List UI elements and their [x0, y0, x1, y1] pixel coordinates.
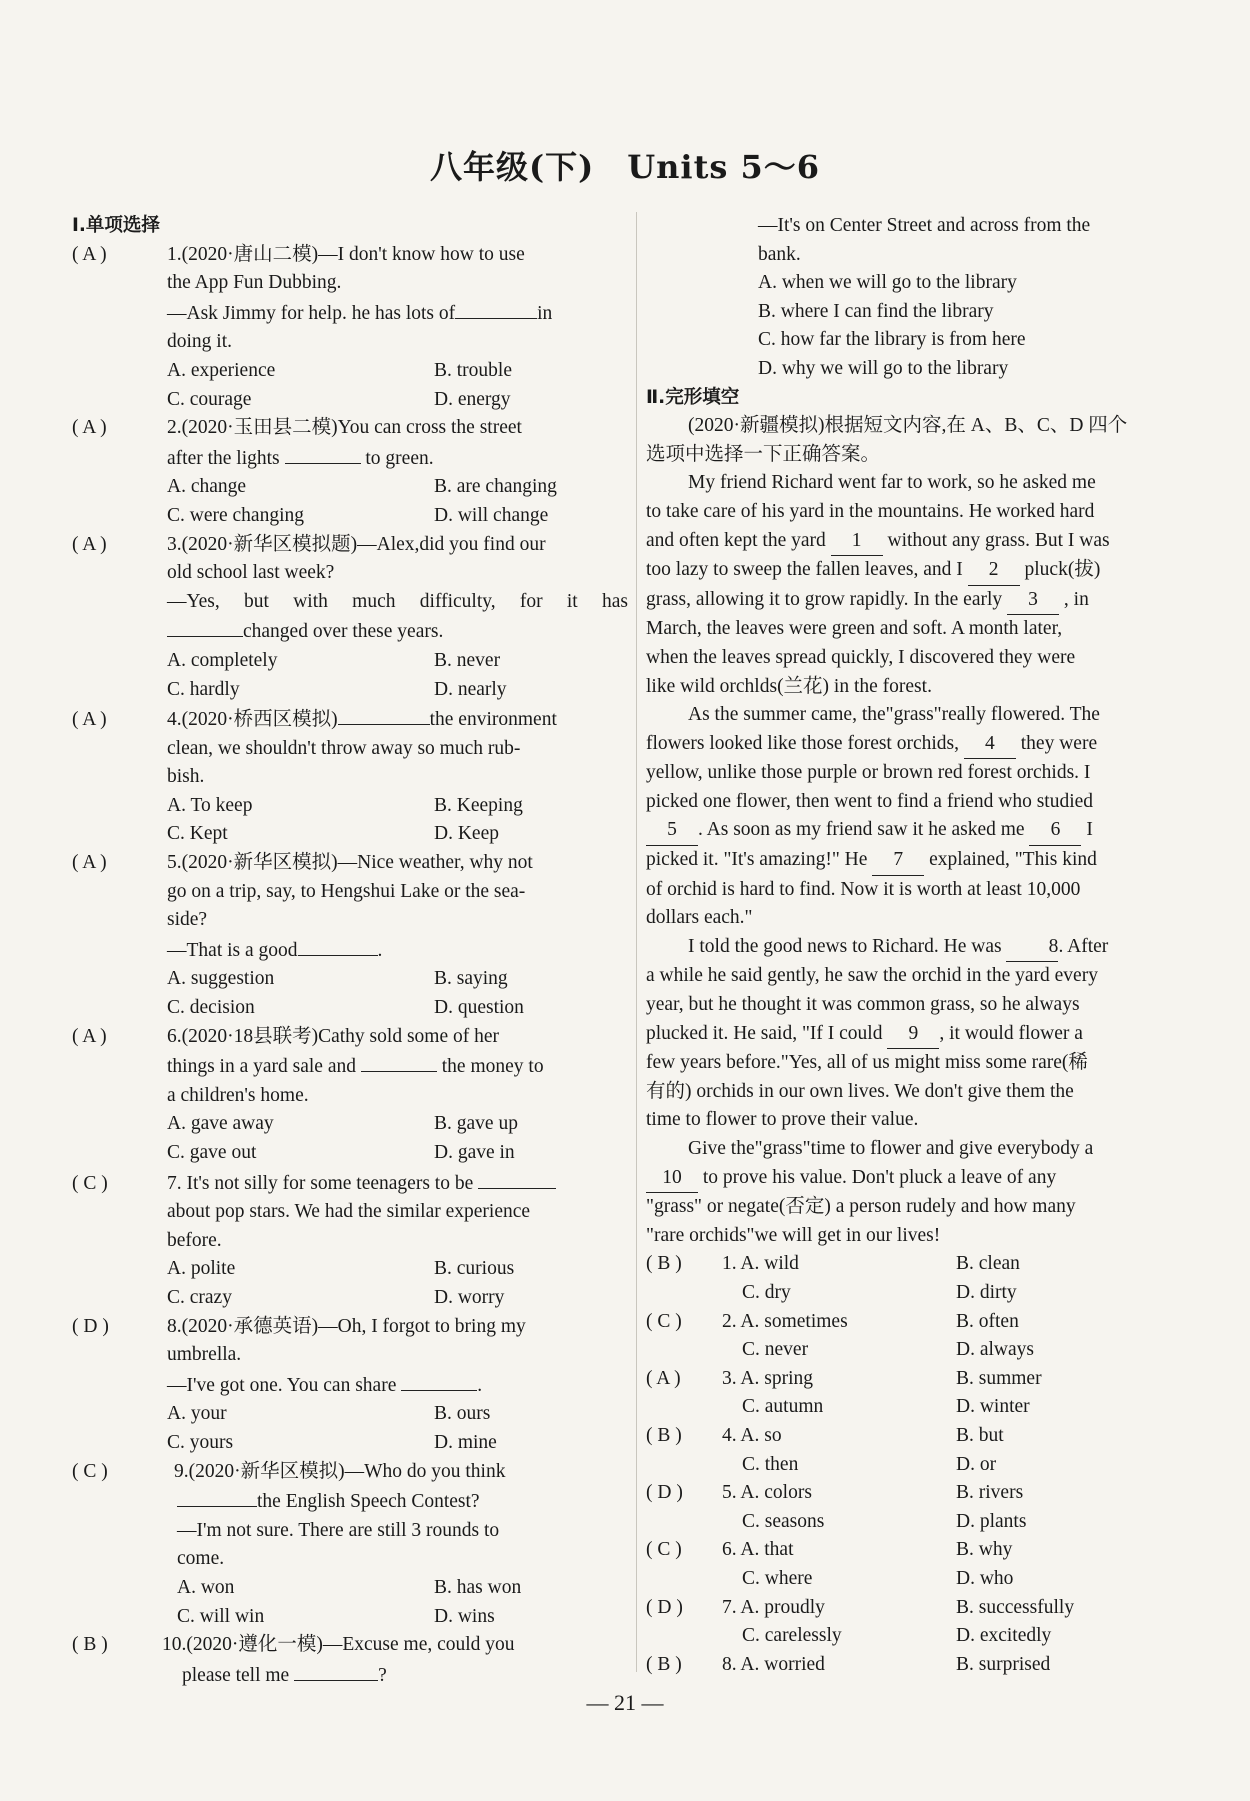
option-b: B. ours [434, 1403, 491, 1425]
question-7 [72, 1168, 628, 1313]
option-d: D. nearly [434, 678, 507, 700]
question-text: 10.(2020·遵化一模)—Excuse me, could you [162, 1634, 515, 1656]
option-d: D. question [434, 997, 524, 1019]
answer-mark: ( A ) [72, 417, 107, 439]
passage-text: flowers looked like those forest orchids, [646, 732, 960, 754]
option-a: 6. A. that [722, 1539, 794, 1561]
question-6 [72, 1023, 628, 1168]
question-text: —I've got one. You can share [167, 1374, 397, 1396]
question-text: the App Fun Dubbing. [167, 272, 342, 294]
option-b: B. curious [434, 1258, 515, 1280]
question-text: 8.(2020·承德英语)—Oh, I forgot to bring my [167, 1315, 526, 1337]
answer-blank [298, 935, 378, 956]
question-text: the money to [441, 1056, 544, 1078]
answer-mark: ( A ) [72, 852, 107, 874]
passage-text: . After [1058, 935, 1109, 957]
question-text: 4.(2020·桥西区模拟) [167, 709, 338, 731]
passage-text: and often kept the yard [646, 529, 826, 551]
passage-line: time to flower to prove their value. [646, 1109, 919, 1131]
passage-line: My friend Richard went far to work, so he asked me [688, 472, 1096, 494]
answer-mark: ( A ) [72, 709, 107, 731]
passage-text: , in [1063, 588, 1089, 610]
option-b: B. has won [434, 1576, 522, 1598]
question-text: things in a yard sale and [167, 1056, 356, 1078]
option-d: D. energy [434, 388, 511, 410]
option-d: D. worry [434, 1286, 505, 1308]
answer-mark: ( A ) [72, 533, 107, 555]
answer-blank [177, 1486, 257, 1507]
question-text: please tell me [182, 1664, 290, 1686]
question-text: 7. It's not silly for some teenagers to be [167, 1172, 474, 1194]
passage-line: to take care of his yard in the mountains. He worked hard [646, 500, 1095, 522]
answer-mark: ( C ) [72, 1460, 108, 1482]
passage-line: March, the leaves were green and soft. A month later, [646, 618, 1063, 640]
passage-line: "grass" or negate(否定) a person rudely and how many [646, 1196, 1076, 1218]
cloze-blank-2: 2 [968, 556, 1020, 586]
question-10 [72, 1631, 628, 1690]
passage-line: Give the"grass"time to flower and give everybody a [688, 1138, 1094, 1159]
option-a: 2. A. sometimes [722, 1310, 848, 1332]
passage-text: too lazy to sweep the fallen leaves, and I [646, 559, 963, 581]
cloze-instructions: (2020·新疆模拟)根据短文内容,在 A、B、C、D 四个 [688, 415, 1128, 437]
page-number: — 21 — [586, 1690, 664, 1715]
question-4 [72, 704, 628, 849]
answer-mark: ( A ) [72, 1025, 107, 1047]
section-heading: Ⅰ.单项选择 [72, 215, 160, 236]
cloze-blank-1: 1 [831, 527, 883, 557]
question-text: old school last week? [167, 562, 335, 584]
passage-text: I told the good news to Richard. He was [688, 935, 1002, 957]
question-text: ? [378, 1664, 387, 1686]
option-d: D. Keep [434, 823, 499, 845]
question-text: after the lights [167, 447, 280, 469]
answer-blank [361, 1051, 437, 1072]
option-d: D. excitedly [956, 1625, 1052, 1647]
question-text: . [477, 1374, 483, 1396]
option-a: A. polite [167, 1258, 236, 1280]
question-5 [72, 849, 628, 1023]
right-column [646, 212, 1202, 1679]
option-c: C. were changing [167, 504, 304, 526]
question-text: . [377, 939, 383, 961]
cloze-blank-6: 6 [1029, 816, 1081, 846]
passage-line: of orchid is hard to find. Now it is worth at least 10,000 [646, 878, 1081, 900]
question-text: —Yes, but with much difficulty, for it has [167, 590, 628, 612]
option-c: C. carelessly [742, 1625, 842, 1647]
question-text: 3.(2020·新华区模拟题)—Alex,did you find our [167, 533, 546, 555]
cloze-blank-10: 10 [646, 1164, 698, 1194]
option-c: C. yours [167, 1431, 234, 1453]
option-b: B. trouble [434, 359, 512, 381]
option-a: A. gave away [167, 1113, 274, 1135]
option-b: B. are changing [434, 476, 557, 498]
option-b: B. Keeping [434, 794, 523, 816]
option-a: A. your [167, 1403, 227, 1425]
passage-text: pluck(拔) [1024, 559, 1101, 581]
question-9 [72, 1458, 628, 1632]
option-a: A. To keep [167, 794, 253, 816]
answer-mark: ( B ) [646, 1653, 682, 1675]
answer-blank [338, 704, 430, 725]
option-a: A. won [177, 1576, 235, 1598]
option-b: B. surprised [956, 1653, 1051, 1675]
answer-mark: ( B ) [72, 1634, 108, 1656]
option-d: D. wins [434, 1605, 495, 1627]
question-2 [72, 414, 628, 530]
cloze-blank-9: 9 [887, 1020, 939, 1050]
passage-line: 有的) orchids in our own lives. We don't give them the [646, 1080, 1074, 1102]
option-d: D. gave in [434, 1142, 515, 1163]
option-c: C. then [742, 1453, 799, 1475]
option-c: C. hardly [167, 678, 240, 700]
option-d: D. or [956, 1453, 997, 1475]
answer-mark: ( B ) [646, 1253, 682, 1275]
question-text: come. [177, 1548, 225, 1570]
page-title: 八年级(下) Units 5～6 [429, 148, 821, 186]
option-b: B. often [956, 1310, 1019, 1332]
passage-line: dollars each." [646, 907, 753, 929]
answer-mark: ( A ) [72, 243, 107, 265]
answer-mark: ( D ) [72, 1315, 109, 1337]
option-b: B. never [434, 649, 501, 671]
answer-blank [294, 1660, 378, 1681]
option-a: 3. A. spring [722, 1367, 814, 1389]
option-a: A. experience [167, 359, 276, 381]
question-text: bish. [167, 766, 205, 788]
option-a: A. change [167, 476, 247, 498]
question-3 [72, 531, 628, 705]
question-text: —That is a good [167, 939, 298, 961]
question-text: about pop stars. We had the similar experience [167, 1201, 531, 1223]
passage-text: plucked it. He said, "If I could [646, 1022, 883, 1044]
option-a: A. completely [167, 649, 278, 671]
passage-text: , it would flower a [939, 1022, 1083, 1044]
passage-text: to prove his value. Don't pluck a leave of any [702, 1166, 1057, 1188]
passage-text: explained, "This kind [929, 849, 1097, 871]
question-text: 9.(2020·新华区模拟)—Who do you think [174, 1460, 506, 1482]
option-b: B. gave up [434, 1113, 518, 1135]
q10-continued: —It's on Center Street and across from the [758, 215, 1091, 236]
cloze-instructions: 选项中选择一下正确答案。 [646, 443, 881, 465]
option-c: C. crazy [167, 1286, 232, 1308]
question-text: go on a trip, say, to Hengshui Lake or the sea- [167, 880, 526, 902]
passage-line: As the summer came, the"grass"really flowered. The [688, 704, 1100, 726]
option-a: A. suggestion [167, 968, 275, 990]
answer-mark: ( A ) [646, 1367, 681, 1389]
question-text: doing it. [167, 331, 233, 353]
question-text: changed over these years. [243, 621, 444, 643]
option-c: C. Kept [167, 823, 228, 845]
option-d: D. plants [956, 1510, 1027, 1532]
question-text: —Ask Jimmy for help. he has lots of [167, 302, 456, 324]
question-text: 5.(2020·新华区模拟)—Nice weather, why not [167, 852, 533, 874]
answer-mark: ( D ) [646, 1482, 683, 1504]
cloze-blank-3: 3 [1007, 586, 1059, 616]
option-b: B. rivers [956, 1482, 1024, 1504]
question-text: a children's home. [167, 1084, 309, 1106]
option-c: C. where [742, 1567, 813, 1589]
option-d: D. will change [434, 504, 549, 526]
question-text: clean, we shouldn't throw away so much rub- [167, 737, 521, 759]
answer-blank [478, 1168, 556, 1189]
option-c: C. decision [167, 997, 255, 1019]
option-d: D. dirty [956, 1281, 1017, 1303]
passage-line: a while he said gently, he saw the orchid in the yard every [646, 965, 1098, 987]
option-a: A. when we will go to the library [758, 272, 1017, 294]
question-1 [72, 241, 628, 415]
option-a: 5. A. colors [722, 1482, 812, 1504]
option-d: D. always [956, 1339, 1034, 1361]
question-text: 2.(2020·玉田县二模)You can cross the street [167, 417, 522, 439]
option-d: D. winter [956, 1396, 1030, 1418]
answer-mark: ( C ) [646, 1310, 682, 1332]
option-a: 1. A. wild [722, 1253, 799, 1275]
option-c: C. dry [742, 1281, 791, 1303]
answer-mark: ( C ) [646, 1539, 682, 1561]
question-text: to green. [365, 447, 434, 469]
option-b: B. why [956, 1539, 1013, 1561]
answer-blank [285, 443, 361, 464]
cloze-passage [646, 469, 1202, 1250]
passage-text: I [1086, 819, 1093, 841]
option-b: B. summer [956, 1367, 1042, 1389]
passage-line: year, but he thought it was common grass, so he always [646, 994, 1080, 1016]
option-c: C. how far the library is from here [758, 329, 1026, 351]
passage-line: few years before."Yes, all of us might miss some rare(稀 [646, 1052, 1088, 1074]
answer-blank [455, 298, 537, 319]
left-column [72, 212, 628, 1690]
question-text: —I'm not sure. There are still 3 rounds to [177, 1519, 500, 1541]
option-d: D. why we will go to the library [758, 357, 1009, 379]
passage-text: grass, allowing it to grow rapidly. In the early [646, 588, 1003, 610]
option-a: 4. A. so [722, 1424, 782, 1446]
option-b: B. but [956, 1424, 1004, 1446]
passage-text: . As soon as my friend saw it he asked me [698, 819, 1025, 841]
passage-text: they were [1020, 732, 1098, 754]
question-text: in [537, 302, 553, 324]
option-b: B. where I can find the library [758, 300, 994, 322]
passage-line: "rare orchids"we will get in our lives! [646, 1224, 941, 1246]
option-b: B. clean [956, 1253, 1020, 1275]
cloze-blank-8: 8 [1006, 933, 1058, 963]
question-text: before. [167, 1229, 222, 1251]
answer-mark: ( B ) [646, 1424, 682, 1446]
question-8 [72, 1313, 628, 1458]
option-c: C. gave out [167, 1142, 257, 1163]
answer-blank [401, 1370, 477, 1391]
option-c: C. never [742, 1339, 809, 1361]
option-a: 8. A. worried [722, 1653, 825, 1675]
passage-text: picked it. "It's amazing!" He [646, 849, 868, 871]
option-c: C. seasons [742, 1510, 825, 1532]
cloze-options [646, 1250, 1202, 1679]
section-heading: Ⅱ.完形填空 [646, 386, 740, 408]
answer-mark: ( D ) [646, 1596, 683, 1618]
question-text: umbrella. [167, 1344, 242, 1366]
option-c: C. autumn [742, 1396, 824, 1418]
passage-line: yellow, unlike those purple or brown red forest orchids. I [646, 762, 1091, 784]
question-text: 6.(2020·18县联考)Cathy sold some of her [167, 1025, 499, 1047]
passage-line: picked one flower, then went to find a friend who studied [646, 790, 1094, 812]
option-d: D. mine [434, 1431, 497, 1453]
passage-text: without any grass. But I was [887, 529, 1110, 551]
question-text: the environment [429, 709, 557, 731]
option-c: C. will win [177, 1605, 265, 1627]
answer-mark: ( C ) [72, 1172, 108, 1194]
cloze-blank-7: 7 [872, 846, 924, 876]
question-text: 1.(2020·唐山二模)—I don't know how to use [167, 243, 525, 265]
option-a: 7. A. proudly [722, 1596, 825, 1618]
passage-line: when the leaves spread quickly, I discovered they were [646, 646, 1076, 668]
answer-blank [167, 616, 243, 637]
cloze-blank-5: 5 [646, 816, 698, 846]
question-text: the English Speech Contest? [257, 1491, 480, 1513]
option-b: B. successfully [956, 1596, 1075, 1618]
q10-continued: bank. [758, 243, 801, 265]
question-text: side? [167, 909, 208, 931]
column-divider [636, 212, 637, 1672]
cloze-blank-4: 4 [964, 730, 1016, 760]
option-c: C. courage [167, 388, 252, 410]
option-b: B. saying [434, 968, 508, 990]
option-d: D. who [956, 1567, 1014, 1589]
passage-line: like wild orchlds(兰花) in the forest. [646, 675, 932, 697]
